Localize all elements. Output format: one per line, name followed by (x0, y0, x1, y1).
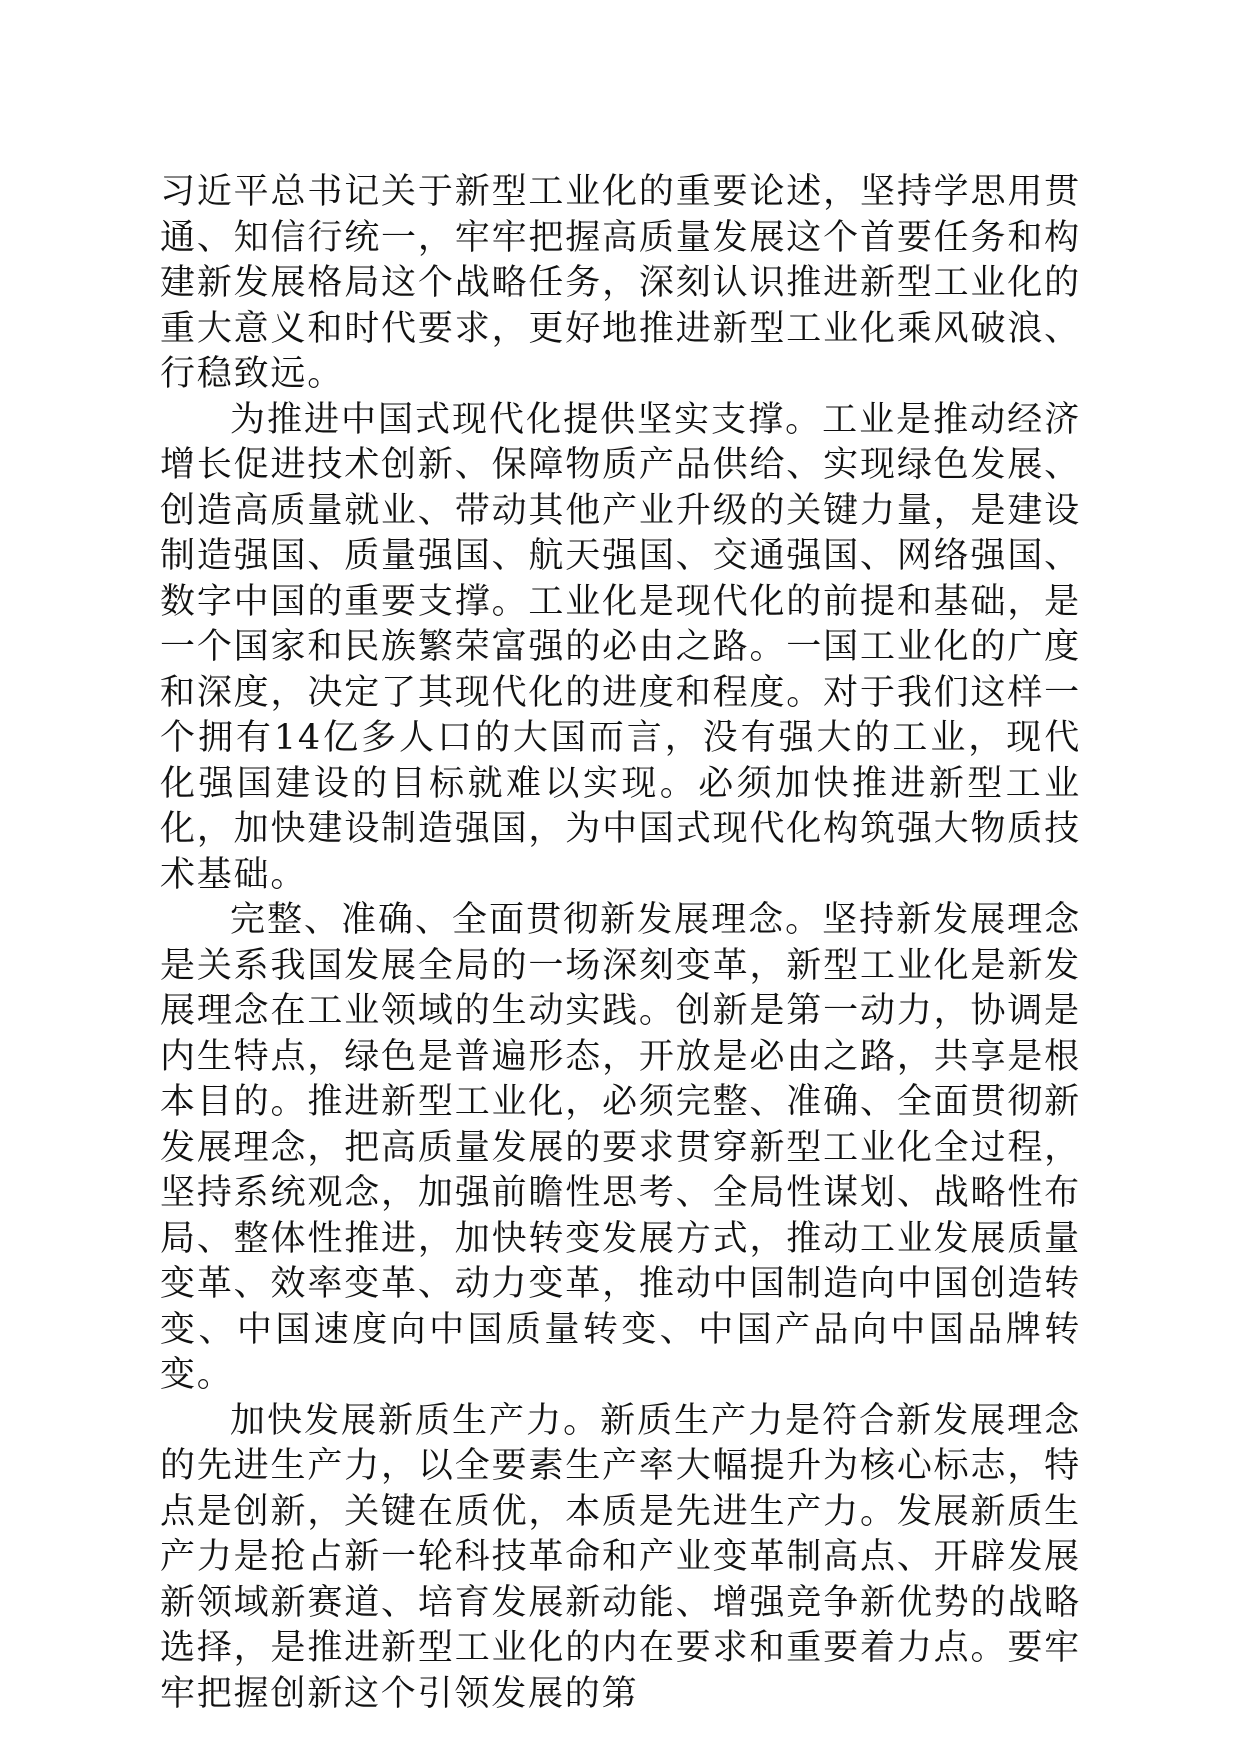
paragraph-4: 加快发展新质生产力。新质生产力是符合新发展理念的先进生产力，以全要素生产率大幅提升为核心标志，特点是创新，关键在质优，本质是先进生产力。发展新质生产力是抢占新一轮科技革命和产业变革制高点、开辟发展新领域新赛道、培育发展新动能、增强竞争新优势的战略选择，是推进新型工业化的内在要求和重要着力点。要牢牢把握创新这个引领发展的第 (160, 1400, 1081, 1714)
paragraph-3: 完整、准确、全面贯彻新发展理念。坚持新发展理念是关系我国发展全局的一场深刻变革，新型工业化是新发展理念在工业领域的生动实践。创新是第一动力，协调是内生特点，绿色是普遍形态，开放是必由之路，共享是根本目的。推进新型工业化，必须完整、准确、全面贯彻新发展理念，把高质量发展的要求贯穿新型工业化全过程，坚持系统观念，加强前瞻性思考、全局性谋划、战略性布局、整体性推进，加快转变发展方式，推动工业发展质量变革、效率变革、动力变革，推动中国制造向中国创造转变、中国速度向中国质量转变、中国产品向中国品牌转变。 (160, 900, 1081, 1395)
document-page (160, 170, 1081, 1717)
paragraph-1: 习近平总书记关于新型工业化的重要论述，坚持学思用贯通、知信行统一，牢牢把握高质量发展这个首要任务和构建新发展格局这个战略任务，深刻认识推进新型工业化的重大意义和时代要求，更好地推进新型工业化乘风破浪、行稳致远。 (160, 172, 1081, 394)
paragraph-2: 为推进中国式现代化提供坚实支撑。工业是推动经济增长促进技术创新、保障物质产品供给、实现绿色发展、创造高质量就业、带动其他产业升级的关键力量，是建设制造强国、质量强国、航天强国、交通强国、网络强国、数字中国的重要支撑。工业化是现代化的前提和基础，是一个国家和民族繁荣富强的必由之路。一国工业化的广度和深度，决定了其现代化的进度和程度。对于我们这样一个拥有14亿多人口的大国而言，没有强大的工业，现代化强国建设的目标就难以实现。必须加快推进新型工业化，加快建设制造强国，为中国式现代化构筑强大物质技术基础。 (160, 399, 1081, 895)
